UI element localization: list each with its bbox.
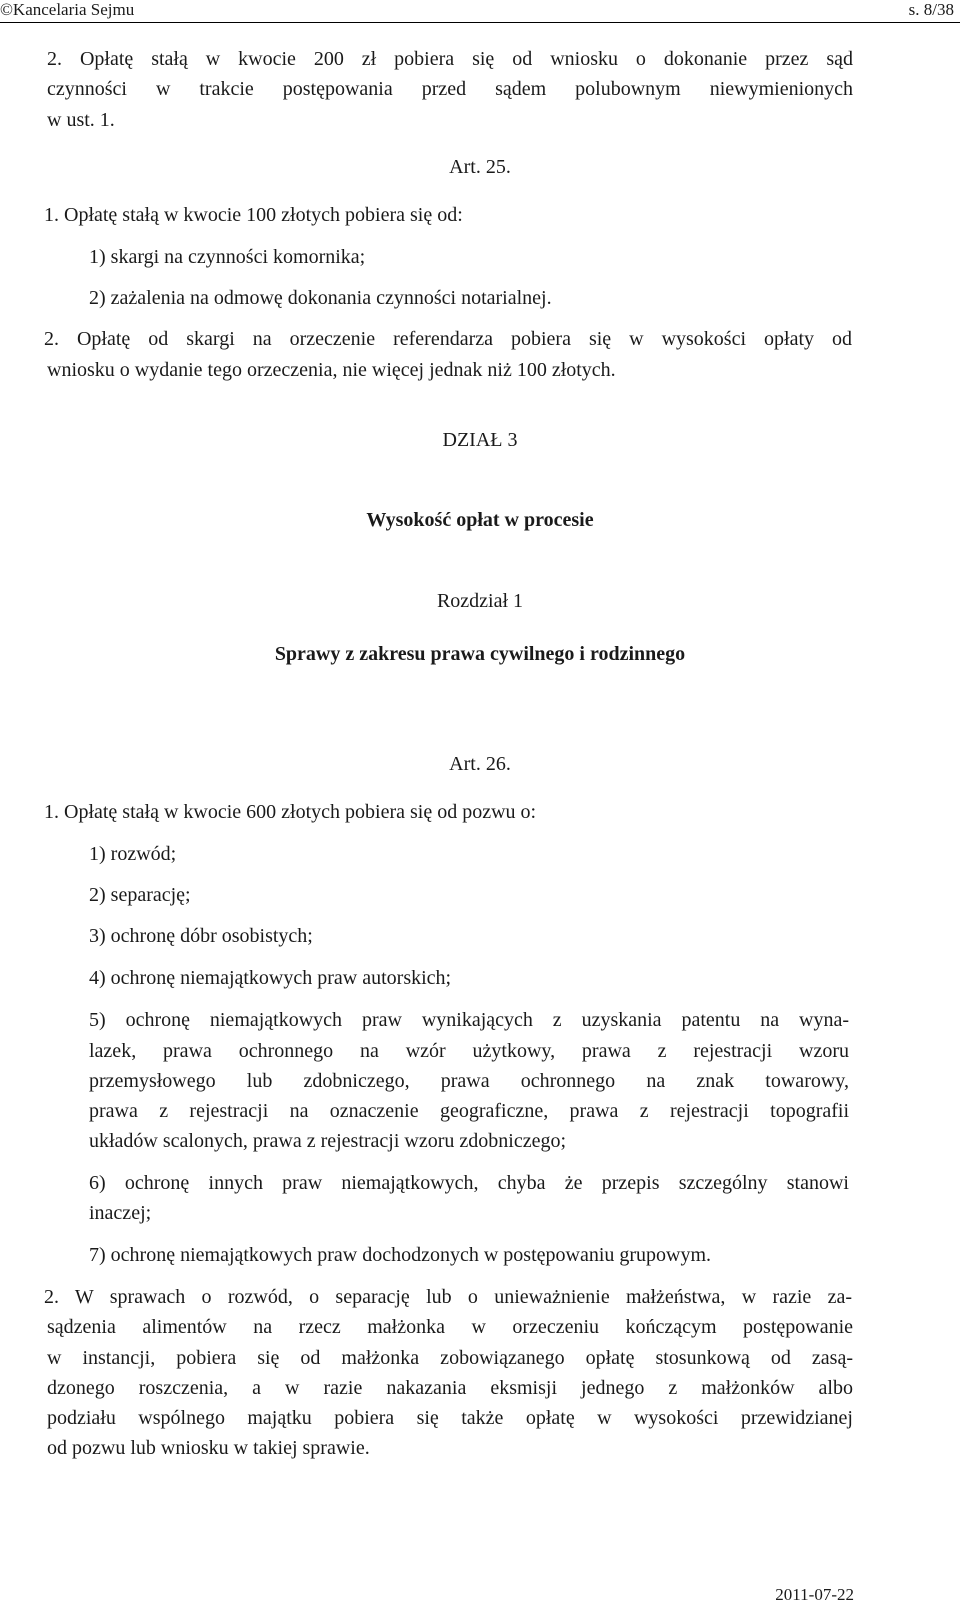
page-header [0,0,960,23]
art25-para1-item1: 1) skargi na czynności komornika; [89,246,366,268]
art26-para1-item7: 7) ochronę niemajątkowych praw dochodzonych w postępowaniu grupowym. [89,1244,712,1266]
art26-para1-item5-line3: przemysłowego lub zdobniczego, prawa ochronnego na znak towarowy, [89,1070,849,1092]
header-publisher: ©Kancelaria Sejmu [0,0,135,19]
art25-para2-line2: wniosku o wydanie tego orzeczenia, nie więcej jednak niż 100 złotych. [47,359,616,381]
art24-para2-line3: w ust. 1. [47,109,115,131]
art24-para2-line1: 2. Opłatę stałą w kwocie 200 zł pobiera się od wniosku o dokonanie przez sąd [47,48,853,70]
page-footer-date: 2011-07-22 [775,1585,854,1604]
art26-para2-line1: 2. W sprawach o rozwód, o separację lub o unieważnienie małżeństwa, w razie za- [44,1286,852,1308]
art26-para1-item2: 2) separację; [89,884,191,906]
art26-para2-line4: dzonego roszczenia, a w razie nakazania eksmisji jednego z małżonków albo [47,1377,853,1399]
art26-para1-item5-line5: układów scalonych, prawa z rejestracji wzoru zdobniczego; [89,1130,567,1152]
art25-heading: Art. 25. [449,156,511,178]
art25-para1: 1. Opłatę stałą w kwocie 100 złotych pobiera się od: [44,204,463,226]
art26-para1-item5-line2: lazek, prawa ochronnego na wzór użytkowy, prawa z rejestracji wzoru [89,1040,849,1062]
art26-para1-item4: 4) ochronę niemajątkowych praw autorskich; [89,967,452,989]
art24-para2-line2: czynności w trakcie postępowania przed sądem polubownym niewymienionych [47,78,853,100]
art26-para1-item5-line4: prawa z rejestracji na oznaczenie geograficzne, prawa z rejestracji topografii [89,1100,849,1122]
art26-heading: Art. 26. [449,753,511,775]
chapter-title: Sprawy z zakresu prawa cywilnego i rodzinnego [274,643,686,665]
division-title: Wysokość opłat w procesie [366,509,594,531]
art25-para2-line1: 2. Opłatę od skargi na orzeczenie referendarza pobiera się w wysokości opłaty od [44,328,852,350]
chapter-heading: Rozdział 1 [436,590,524,612]
art26-para2-line2: sądzenia alimentów na rzecz małżonka w orzeczeniu kończącym postępowanie [47,1316,853,1338]
art26-para2-line3: w instancji, pobiera się od małżonka zobowiązanego opłatę stosunkową od zasą- [47,1347,853,1369]
header-page-number: s. 8/38 [908,0,954,19]
art26-para1-item1: 1) rozwód; [89,843,177,865]
art26-para1: 1. Opłatę stałą w kwocie 600 złotych pobiera się od pozwu o: [44,801,537,823]
art25-para1-item2: 2) zażalenia na odmowę dokonania czynności notarialnej. [89,287,552,309]
art26-para1-item6-line2: inaczej; [89,1202,152,1224]
art26-para1-item6-line1: 6) ochronę innych praw niemajątkowych, chyba że przepis szczególny stanowi [89,1172,849,1194]
division-heading: DZIAŁ 3 [442,429,518,451]
art26-para1-item3: 3) ochronę dóbr osobistych; [89,925,313,947]
art26-para1-item5-line1: 5) ochronę niemajątkowych praw wynikających z uzyskania patentu na wyna- [89,1009,849,1031]
art26-para2-line5: podziału wspólnego majątku pobiera się także opłatę w wysokości przewidzianej [47,1407,853,1429]
art26-para2-line6: od pozwu lub wniosku w takiej sprawie. [47,1437,370,1459]
